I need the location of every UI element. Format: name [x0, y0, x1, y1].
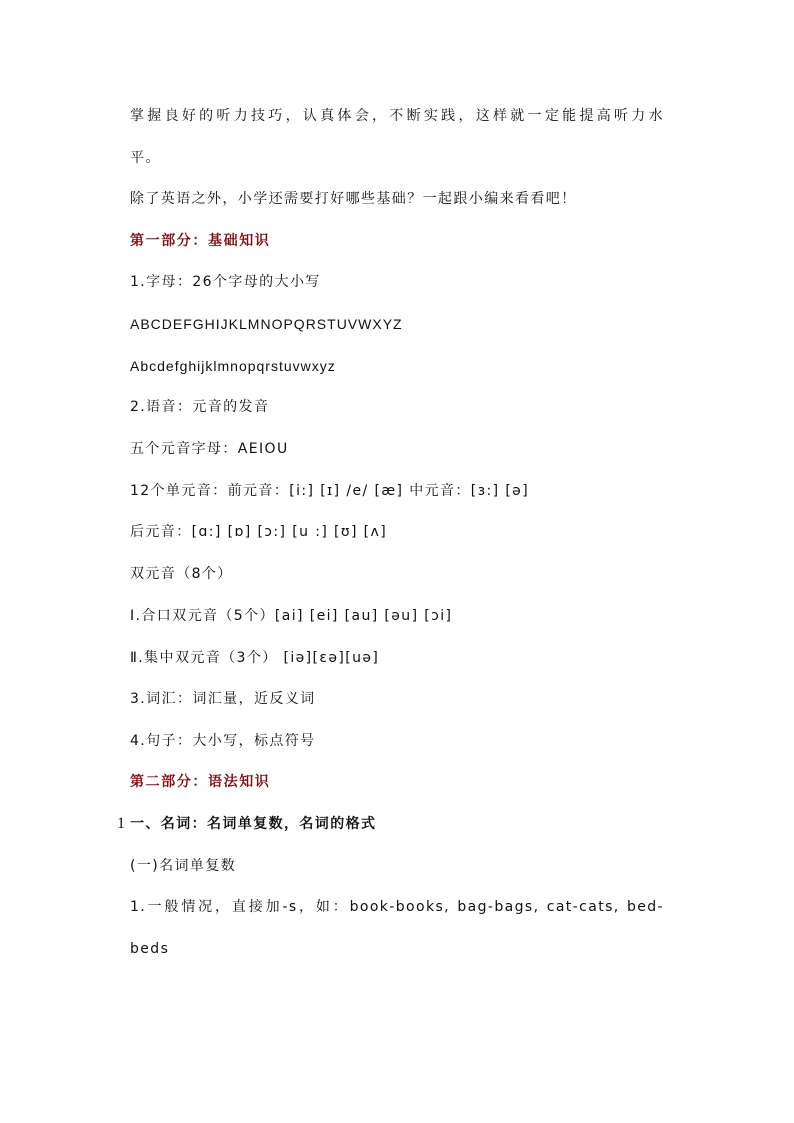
back-vowels-line: 后元音：[ɑ:] [ɒ] [ɔ:] [u :] [ʊ] [ʌ]: [130, 524, 388, 540]
lowercase-alphabet: Abcdefghijklmnopqrstuvwxyz: [130, 358, 336, 374]
diphthongs-heading: 双元音（8个）: [130, 566, 233, 582]
paragraph-line-listening-tips: 掌握良好的听力技巧，认真体会，不断实践，这样就一定能提高听力水: [130, 108, 664, 124]
paragraph-intro-foundations: 除了英语之外，小学还需要打好哪些基础？一起跟小编来看看吧！: [130, 191, 577, 207]
noun-plural-rule-line: 1.一般情况，直接加-s，如：book-books, bag-bags, cat-cats, bed-: [130, 899, 664, 915]
noun-plural-heading: (一)名词单复数: [130, 858, 237, 874]
item-vocabulary: 3.词汇：词汇量，近反义词: [130, 691, 316, 707]
item-phonetics: 2.语音：元音的发音: [130, 399, 270, 415]
margin-page-number: 1: [117, 815, 125, 832]
noun-plural-rule-line-end: beds: [130, 941, 170, 957]
section-heading-grammar: 第二部分：语法知识: [130, 774, 271, 790]
item-alphabet: 1.字母：26个字母的大小写: [130, 274, 321, 290]
subsection-heading-nouns: 一、名词：名词单复数，名词的格式: [130, 816, 377, 832]
monophthongs-line: 12个单元音：前元音：[i:] [ɪ] /e/ [æ] 中元音：[ɜ:] [ə]: [130, 483, 530, 499]
uppercase-alphabet: ABCDEFGHIJKLMNOPQRSTUVWXYZ: [130, 316, 403, 332]
paragraph-line-listening-tips-end: 平。: [130, 150, 161, 166]
closing-diphthongs-line: Ⅰ.合口双元音（5个）[ai] [ei] [au] [əu] [ɔi]: [130, 608, 453, 624]
vowel-letters: 五个元音字母：AEIOU: [130, 441, 289, 457]
centering-diphthongs-line: Ⅱ.集中双元音（3个） [iə][ɛə][uə]: [130, 650, 380, 666]
item-sentences: 4.句子：大小写，标点符号: [130, 733, 316, 749]
section-heading-basic-knowledge: 第一部分：基础知识: [130, 233, 271, 249]
